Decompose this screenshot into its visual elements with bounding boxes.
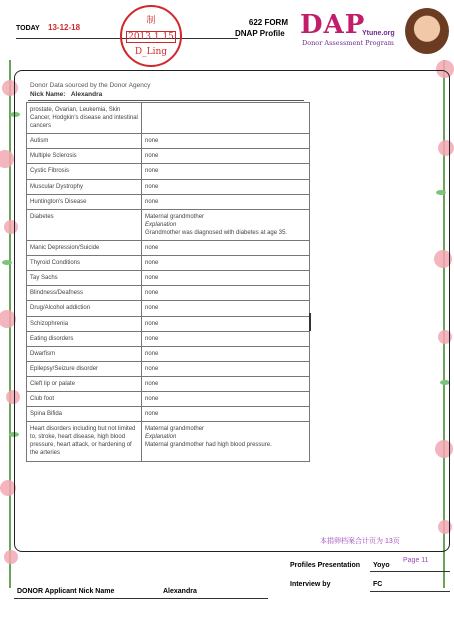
answer-cell [142,422,310,461]
answer-text: none [145,320,159,327]
condition-cell [27,256,142,271]
answer-text: none [145,153,159,160]
condition-text: Spina Bifida [30,411,63,418]
answer-cell [142,209,310,240]
condition-text: Thyroid Conditions [30,260,81,267]
table-row [27,407,310,422]
answer-cell [142,103,310,134]
nick-name-line [30,91,102,98]
explanation-label: Explanation [145,221,177,228]
condition-text: Autism [30,138,49,145]
nick-rule [28,100,304,101]
table-row [27,194,310,209]
answer-text: none [145,168,159,175]
form-title: 622 FORM [248,18,288,27]
condition-cell [27,331,142,346]
table-row [27,134,310,149]
condition-cell [27,164,142,179]
condition-cell [27,103,142,134]
avatar [405,8,449,54]
explanation-label: Explanation [145,434,177,441]
answer-cell [142,286,310,301]
table-row [27,241,310,256]
condition-text: Manic Depression/Suicide [30,245,100,252]
medical-history-table [26,102,310,462]
answer-text: none [145,260,159,267]
page-header [0,0,454,68]
answer-text: none [145,245,159,252]
condition-cell [27,241,142,256]
scroll-indicator[interactable] [309,313,311,331]
answer-text: none [145,138,159,145]
page-count-watermark: 本捐卵档案合计页为 13页 [320,538,400,545]
condition-text: prostate, Ovarian, Leukemia, Skin Cancer, Hodgkin's disease and intestinal cancers [30,107,138,130]
condition-text: Club foot [30,395,55,402]
answer-cell [142,134,310,149]
table-row [27,164,310,179]
answer-cell [142,331,310,346]
answer-cell [142,376,310,391]
table-row [27,391,310,406]
answer-text: none [145,395,159,402]
answer-cell [142,407,310,422]
sourced-note: Donor Data sourced by the Donor Agency [30,82,151,89]
condition-cell [27,209,142,240]
brand-logo: DAP [300,10,366,40]
table-row [27,103,310,134]
answer-cell [142,316,310,331]
answer-cell [142,194,310,209]
condition-cell [27,149,142,164]
interview-label: Interview by [290,581,331,588]
answer-cell [142,361,310,376]
condition-cell [27,422,142,461]
brand-tagline: Donor Assessment Program [302,39,394,47]
answer-cell [142,149,310,164]
nick-name-label: Nick Name: [30,91,66,98]
condition-cell [27,271,142,286]
applicant-value: Alexandra [163,588,197,595]
interview-rule [370,591,450,592]
stamp-line-2: 2013.1.15 [126,31,176,43]
explanation-text: Maternal grandmother had high blood pressure. [145,442,272,449]
table-row [27,209,310,240]
condition-cell [27,361,142,376]
condition-text: Huntington's Disease [30,198,87,205]
answer-text: none [145,275,159,282]
stamp-line-1: 制 [146,16,156,26]
answer-cell [142,179,310,194]
condition-cell [27,316,142,331]
answer-text: none [145,198,159,205]
presentation-rule [370,571,450,572]
answer-text: none [145,365,159,372]
condition-cell [27,286,142,301]
condition-text: Cleft lip or palate [30,380,76,387]
form-subtitle: DNAP Profile [235,29,285,38]
table-row [27,346,310,361]
today-label: TODAY [16,25,40,32]
nick-name-value: Alexandra [70,91,103,98]
condition-text: Tay Sachs [30,275,58,282]
condition-cell [27,407,142,422]
presentation-label: Profiles Presentation [290,562,361,569]
condition-text: Drug/Alcohol addiction [30,305,91,312]
table-row [27,286,310,301]
answer-cell [142,271,310,286]
condition-text: Eating disorders [30,335,74,342]
answer-text: none [145,411,159,418]
condition-cell [27,376,142,391]
stamp-line-3: D_Ling [134,47,168,57]
table-row [27,149,310,164]
condition-text: Epilepsy/Seizure disorder [30,365,99,372]
condition-text: Schizophrenia [30,320,69,327]
condition-text: Multiple Sclerosis [30,153,77,160]
table-row [27,376,310,391]
condition-cell [27,194,142,209]
approval-stamp [120,5,182,67]
table-row [27,316,310,331]
condition-cell [27,134,142,149]
answer-text: none [145,335,159,342]
table-row [27,422,310,461]
page-number: Page 11 [403,557,429,564]
condition-cell [27,391,142,406]
condition-cell [27,179,142,194]
condition-text: Heart disorders including but not limited to, stroke, heart disease, high blood pressure, heart attack, or hardening of the arteries [30,426,136,457]
today-date: 13-12-18 [48,23,81,32]
condition-text: Diabetes [30,213,54,220]
answer-cell [142,346,310,361]
brand-url: Ytune.org [362,30,395,37]
table-row [27,179,310,194]
condition-text: Blindness/Deafness [30,290,84,297]
condition-text: Muscular Dystrophy [30,183,84,190]
answer-cell [142,301,310,316]
answer-cell [142,164,310,179]
interview-value: FC [373,581,383,588]
answer-text: none [145,380,159,387]
condition-cell [27,346,142,361]
table-row [27,361,310,376]
condition-text: Cystic Fibrosis [30,168,70,175]
table-row [27,271,310,286]
answer-cell [142,256,310,271]
explanation-text: Grandmother was diagnosed with diabetes at age 35. [145,229,288,236]
applicant-rule [14,598,268,599]
answer-text: none [145,305,159,312]
answer-text: none [145,290,159,297]
condition-text: Dwarfism [30,350,55,357]
presentation-value: Yoyo [373,562,390,569]
answer-cell [142,391,310,406]
table-row [27,331,310,346]
table-row [27,301,310,316]
answer-cell [142,241,310,256]
answer-text: Maternal grandmother [145,426,205,433]
answer-text: none [145,350,159,357]
answer-text: none [145,183,159,190]
condition-cell [27,301,142,316]
applicant-label: DONOR Applicant Nick Name [17,588,115,595]
table-row [27,256,310,271]
answer-text: Maternal grandmother [145,213,205,220]
